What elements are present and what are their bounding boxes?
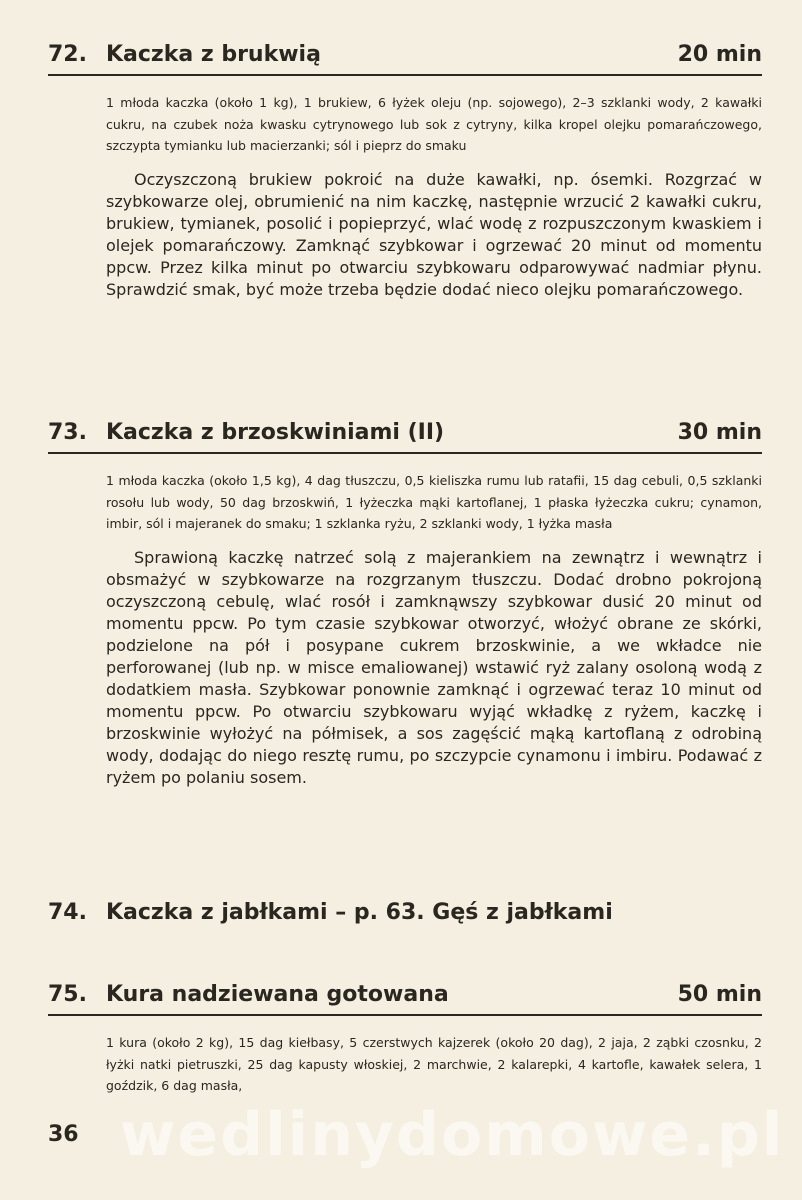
recipe-instructions: Sprawioną kaczkę natrzeć solą z majerankiem na zewnątrz i wewnątrz i obsmażyć w szybkowarze na rozgrzanym tłuszczu. Dodać drobno pokrojoną oczyszczoną cebulę, wlać rosół i zamknąwszy szybkowar dusić 20 minut od momentu ppcw. Po tym czasie szybkowar otworzyć, włożyć obrane ze skórki, podzielone na pół i posypane cukrem brzoskwinie, a we wkładce nie perforowanej (lub np. w misce emaliowanej) wstawić ryż zalany osoloną wodą z dodatkiem masła. Szybkowar ponownie zamknąć i ogrzewać teraz 10 minut od momentu ppcw. Po otwarciu szybkowaru wyjąć wkładkę z ryżem, kaczkę i brzoskwinie wyłożyć na półmisek, a sos zagęścić mąką kartoflaną z odrobiną wody, dodając do niego resztę rumu, po szczypcie cynamonu i imbiru. Podawać z ryżem po polaniu sosem. xyxy=(106,547,762,787)
recipe-title: Kura nadziewana gotowana xyxy=(106,982,449,1007)
recipe-title: Kaczka z jabłkami – p. 63. Gęś z jabłkami xyxy=(106,900,613,925)
recipe-title: Kaczka z brukwią xyxy=(106,42,321,67)
recipe-ingredients: 1 młoda kaczka (około 1,5 kg), 4 dag tłuszczu, 0,5 kieliszka rumu lub ratafii, 15 dag cebuli, 0,5 szklanki rosołu lub wody, 50 dag brzoskwiń, 1 łyżeczka mąki kartoflanej, 1 płaska łyżeczka cukru; cynamon, imbir, sól i majeranek do smaku; 1 szklanka ryżu, 2 szklanki wody, 1 łyżka masła xyxy=(106,473,762,531)
recipe-ingredients: 1 młoda kaczka (około 1 kg), 1 brukiew, 6 łyżek oleju (np. sojowego), 2–3 szklanki wody, 2 kawałki cukru, na czubek noża kwasku cytrynowego lub sok z cytryny, kilka kropel olejku pomarańczowego, szczypta tymianku lub macierzanki; sól i pieprz do smaku xyxy=(106,95,762,153)
recipe-header xyxy=(48,980,762,1016)
recipe-title: Kaczka z brzoskwiniami (II) xyxy=(106,420,445,445)
recipe-time: 50 min xyxy=(677,982,762,1007)
recipe-number: 72. xyxy=(48,42,87,67)
recipe-74 xyxy=(48,898,762,932)
recipe-72 xyxy=(48,40,762,301)
recipe-number: 73. xyxy=(48,420,87,445)
page-number: 36 xyxy=(48,1122,79,1147)
watermark: wedlinydomowe.pl xyxy=(120,1100,785,1170)
recipe-header xyxy=(48,418,762,454)
recipe-73 xyxy=(48,418,762,789)
recipe-ingredients: 1 kura (około 2 kg), 15 dag kiełbasy, 5 czerstwych kajzerek (około 20 dag), 2 jaja, 2 ząbki czosnku, 2 łyżki natki pietruszki, 25 dag kapusty włoskiej, 2 marchwie, 2 kalarepki, 4 kartofle, kawałek selera, 1 goździk, 6 dag masła, xyxy=(106,1035,762,1093)
recipe-75 xyxy=(48,980,762,1097)
recipe-time: 30 min xyxy=(677,420,762,445)
recipe-number: 75. xyxy=(48,982,87,1007)
recipe-header xyxy=(48,40,762,76)
recipe-instructions: Oczyszczoną brukiew pokroić na duże kawałki, np. ósemki. Rozgrzać w szybkowarze olej, obrumienić na nim kaczkę, następnie wrzucić 2 kawałki cukru, brukiew, tymianek, posolić i popieprzyć, wlać wodę z rozpuszczonym kwaskiem i olejek pomarańczowy. Zamknąć szybkowar i ogrzewać 20 minut od momentu ppcw. Przez kilka minut po otwarciu szybkowaru odparowywać nadmiar płynu. Sprawdzić smak, być może trzeba będzie dodać nieco olejku pomarańczowego. xyxy=(106,169,762,299)
recipe-header xyxy=(48,898,762,932)
recipe-number: 74. xyxy=(48,900,87,925)
recipe-time: 20 min xyxy=(677,42,762,67)
